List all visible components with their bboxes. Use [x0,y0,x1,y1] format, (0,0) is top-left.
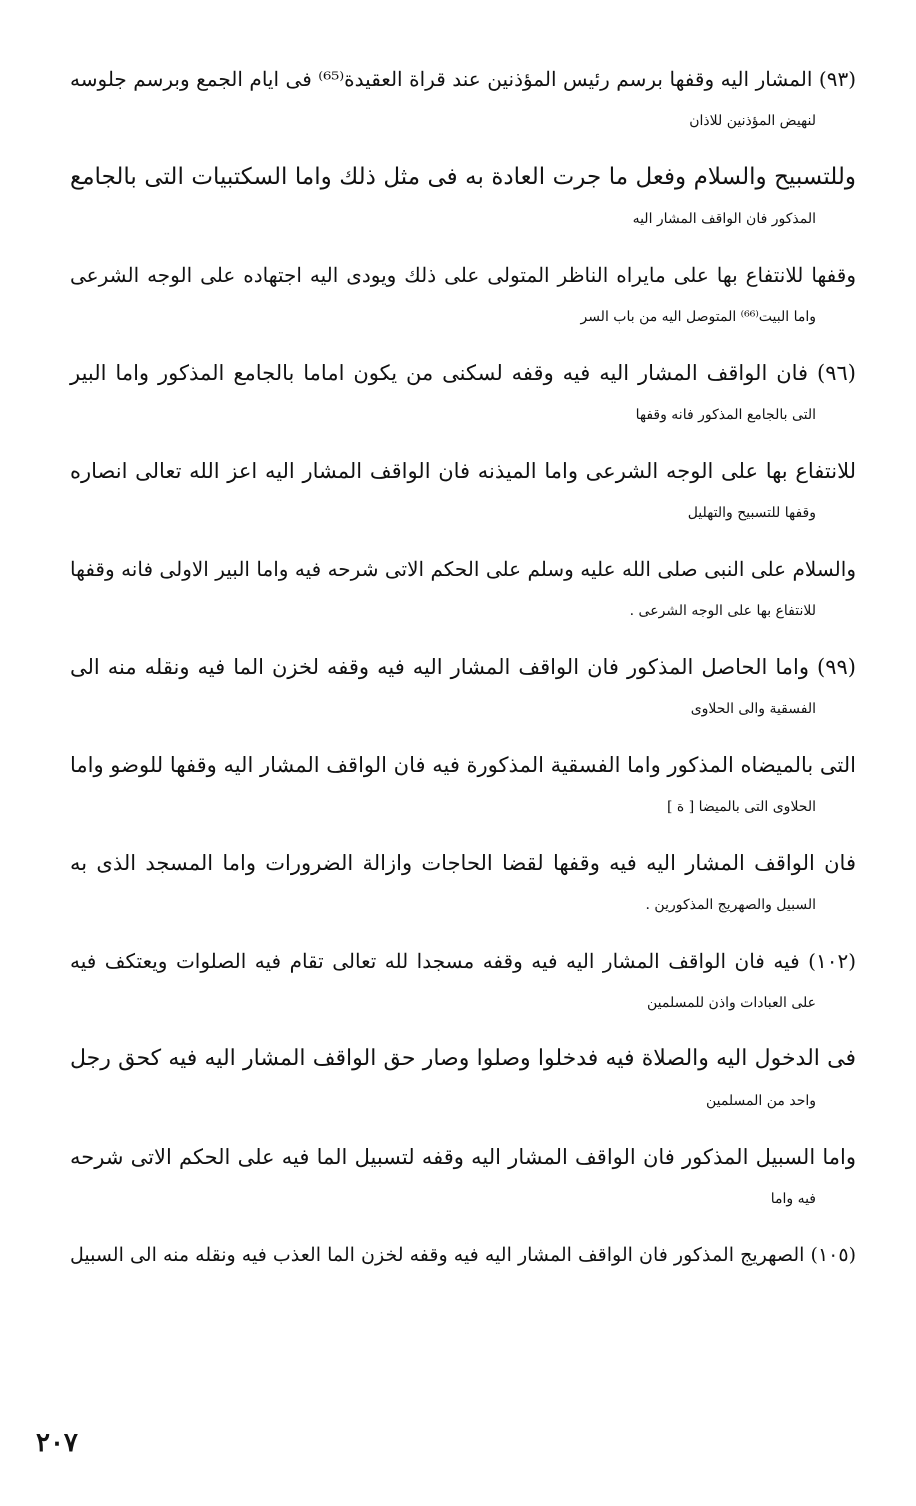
text-entry [70,1234,856,1276]
text-entry [70,254,856,338]
text-line: التى بالميضاه المذكور واما الفسقية المذكورة فيه فان الواقف المشار اليه وقفها للوضو واما [70,753,856,777]
text-line-continuation: للانتفاع بها على الوجه الشرعى . [629,603,816,619]
text-line: (٩٣) المشار اليه وقفها برسم رئيس المؤذنين عند قراة العقيدة⁽⁶⁵⁾ فى ايام الجمع وبرسم جلوسه [70,67,857,91]
text-line-continuation: المذكور فان الواقف المشار اليه [632,211,816,227]
text-entry [70,842,856,926]
text-entry [70,156,856,240]
text-entry [70,1136,856,1220]
text-line: وللتسبيح والسلام وفعل ما جرت العادة به فى مثل ذلك واما السكتبيات التى بالجامع [70,164,856,190]
text-line: فان الواقف المشار اليه فيه وقفها لقضا الحاجات وازالة الضرورات واما المسجد الذى به [70,851,856,875]
text-entry [70,1038,856,1122]
text-entry [70,58,856,142]
page-number: ٢٠٧ [36,1428,78,1458]
text-line: وقفها للانتفاع بها على مايراه الناظر المتولى على ذلك ويودى اليه اجتهاده على الوجه الشرعى [70,263,856,287]
text-line-continuation: الحلاوى التى بالميضا [ ة ] [667,799,816,815]
text-entry [70,450,856,534]
text-line-continuation: على العبادات واذن للمسلمين [647,995,816,1011]
text-line: واما السبيل المذكور فان الواقف المشار اليه وقفه لتسبيل الما فيه على الحكم الاتى شرحه [70,1145,856,1169]
text-line: (١٠٥) الصهريج المذكور فان الواقف المشار اليه فيه وقفه لخزن الما العذب فيه ونقله منه الى السبيل [70,1244,856,1266]
text-line: (١٠٢) فيه فان الواقف المشار اليه فيه وقفه مسجدا لله تعالى تقام فيه الصلوات ويعتكف فيه [70,949,856,973]
text-line-continuation: فيه واما [770,1191,816,1207]
text-line: والسلام على النبى صلى الله عليه وسلم على الحكم الاتى شرحه فيه واما البير الاولى فانه وقفها [70,557,856,581]
text-line: (٩٦) فان الواقف المشار اليه فيه وقفه لسكنى من يكون اماما بالجامع المذكور واما البير [70,361,856,385]
text-entry [70,352,856,436]
text-entry [70,940,856,1024]
waqf-text-body [70,58,856,1290]
text-line: فى الدخول اليه والصلاة فيه فدخلوا وصلوا وصار حق الواقف المشار اليه فيه كحق رجل [70,1046,856,1071]
text-line-continuation: واما البيت⁽⁶⁶⁾ المتوصل اليه من باب السر [580,309,816,325]
text-line-continuation: لنهيض المؤذنين للاذان [689,113,816,129]
text-line: (٩٩) واما الحاصل المذكور فان الواقف المشار اليه فيه وقفه لخزن الما فيه ونقله منه الى [70,655,856,679]
text-line-continuation: واحد من المسلمين [705,1093,816,1109]
text-line-continuation: التى بالجامع المذكور فانه وقفها [635,407,816,423]
text-entry [70,548,856,632]
text-line-continuation: وقفها للتسبيح والتهليل [687,505,816,521]
text-entry [70,646,856,730]
text-line-continuation: السبيل والصهريج المذكورين . [645,897,816,913]
text-line-continuation: الفسقية والى الحلاوى [690,701,816,717]
text-line: للانتفاع بها على الوجه الشرعى واما الميذنه فان الواقف المشار اليه اعز الله تعالى انصاره [70,459,856,483]
text-entry [70,744,856,828]
